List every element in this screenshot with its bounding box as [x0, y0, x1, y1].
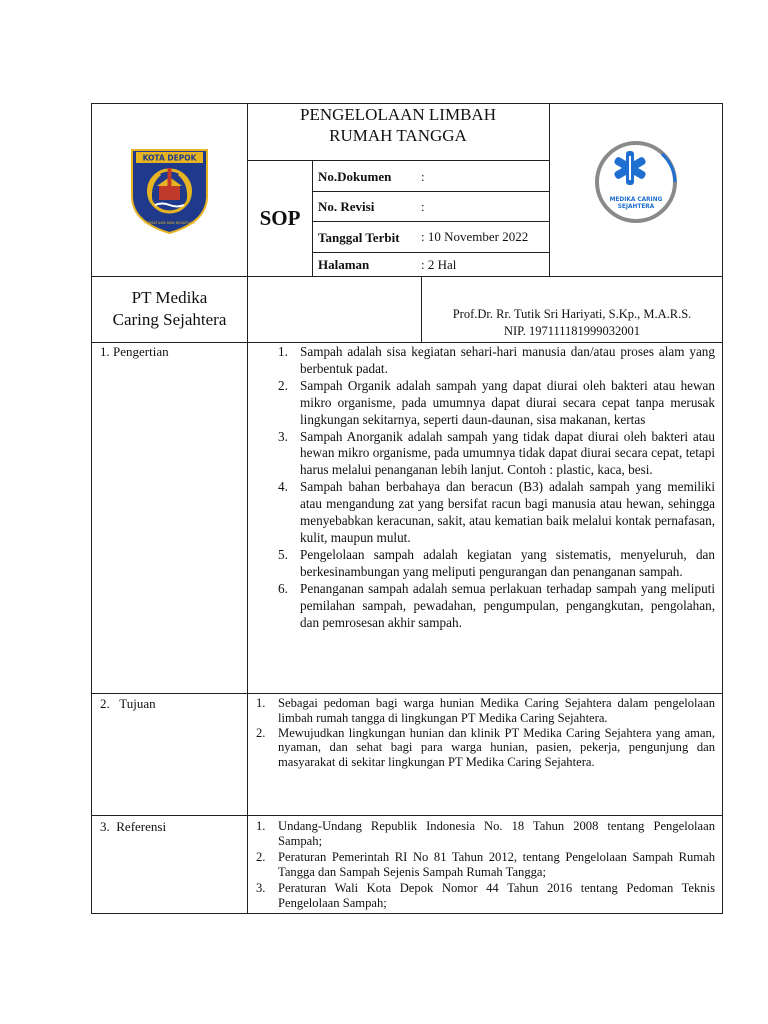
grid-line — [91, 342, 723, 343]
item-number: 2. — [256, 849, 266, 864]
kota-depok-logo — [126, 144, 213, 236]
company-line-1: PT Medika — [131, 288, 208, 307]
crest-emblem-building — [159, 186, 180, 200]
grid-line — [312, 221, 549, 222]
grid-line — [91, 276, 723, 277]
signatory-block — [422, 306, 722, 340]
list-item — [256, 849, 715, 881]
revision-value: : — [421, 199, 425, 214]
list-item — [278, 344, 715, 378]
item-number: 2. — [256, 725, 266, 740]
item-number: 3. — [256, 880, 266, 895]
grid-line — [312, 160, 313, 276]
pages-label: Halaman — [318, 257, 370, 272]
item-text: Undang-Undang Republik Indonesia No. 18 Tahun 2008 tentang Pengelolaan Sampah; — [278, 819, 715, 849]
doc-number-label: No.Dokumen — [318, 169, 392, 184]
tujuan-list — [256, 696, 715, 770]
list-item — [278, 377, 715, 429]
crest-top-text: KOTA DEPOK — [142, 153, 197, 163]
item-number: 6. — [278, 580, 288, 596]
item-text: Peraturan Wali Kota Depok Nomor 44 Tahun 2016 tentang Pedoman Teknis Pengelolaan Sampah; — [278, 880, 715, 911]
list-item — [256, 696, 715, 726]
doc-number-value: : — [421, 169, 425, 184]
pengertian-list — [278, 344, 715, 631]
revision-label: No. Revisi — [318, 199, 375, 214]
section-label-pengertian: 1. Pengertian — [100, 344, 169, 359]
item-number: 5. — [278, 546, 288, 562]
grid-line — [91, 815, 723, 816]
issue-date-label: Tanggal Terbit — [318, 230, 400, 245]
item-text: Mewujudkan lingkungan hunian dan klinik PT Medika Caring Sejahtera yang aman, nyaman, dan sehat bagi para warga hunian, pasien, pekerja, pengunjung dan masyarakat di sekitar lingkungan PT Medika Caring Sejahtera. — [278, 725, 715, 770]
star-of-life-icon — [613, 151, 646, 185]
grid-line — [549, 103, 550, 276]
list-item — [256, 819, 715, 850]
list-item — [278, 580, 715, 632]
company-name — [92, 287, 247, 331]
list-item — [278, 546, 715, 581]
item-text: Peraturan Pemerintah RI No 81 Tahun 2012, tentang Pengelolaan Sampah Rumah Tangga dan Sampah Sejenis Sampah Rumah Tangga; — [278, 849, 715, 880]
item-text: Sampah Anorganik adalah sampah yang tidak dapat diurai oleh bakteri atau hewan mikro organisme, pada umumnya tidak dapat diurai secara cepat, tetapi harus melalui penanganan lebih lanjut. Contoh : plastic, kaca, besi. — [300, 428, 715, 478]
section-label-tujuan: 2. Tujuan — [100, 696, 156, 711]
logo-text-line2: SEJAHTERA — [617, 204, 655, 210]
crest-bottom-text: PERSATUAN DAN KESATUAN — [144, 221, 195, 225]
item-text: Sampah Organik adalah sampah yang dapat diurai oleh bakteri atau hewan mikro organisme, pada umumnya dapat diurai secara cepat tanpa merusak lingkungan sekitarnya, seperti daun-daunan, sisa makanan, kertas — [300, 377, 715, 427]
referensi-list — [256, 819, 715, 911]
item-number: 4. — [278, 479, 288, 495]
title-line-2: RUMAH TANGGA — [329, 126, 467, 145]
list-item — [278, 428, 715, 480]
item-text: Sampah bahan berbahaya dan beracun (B3) adalah sampah yang memiliki atau mengandung zat yang bersifat racun bagi manusia atau hewan, sehingga menyebabkan keracunan, sakit, atau kematian baik melalui kontak pernafasan, kulit, maupun mulut. — [300, 479, 715, 545]
table-border-right — [722, 103, 723, 914]
item-number: 3. — [278, 428, 288, 444]
table-border-left — [91, 103, 92, 914]
table-border-bottom — [91, 913, 723, 914]
title-line-1: PENGELOLAAN LIMBAH — [300, 105, 496, 124]
issue-date-value: : 10 November 2022 — [421, 229, 529, 244]
grid-line — [312, 191, 549, 192]
crest-emblem-tower — [168, 168, 172, 188]
grid-line — [247, 160, 549, 161]
item-text: Sebagai pedoman bagi warga hunian Medika Caring Sejahtera dalam pengelolaan limbah rumah tangga di lingkungan PT Medika Caring Sejahtera. — [278, 696, 715, 725]
medika-caring-logo — [592, 138, 680, 226]
list-item — [256, 725, 715, 770]
item-text: Sampah adalah sisa kegiatan sehari-hari manusia dan/atau proses alam yang berbentuk padat. — [300, 344, 715, 376]
sop-label: SOP — [259, 206, 301, 230]
item-text: Penanganan sampah adalah semua perlakuan terhadap sampah yang meliputi pemilahan sampah, pewadahan, pengumpulan, pengangkutan, pengolahan, dan pemrosesan akhir sampah. — [300, 580, 715, 630]
logo-text-line1: MEDIKA CARING — [609, 197, 663, 203]
item-number: 2. — [278, 377, 288, 393]
item-text: Pengelolaan sampah adalah kegiatan yang sistematis, menyeluruh, dan berkesinambungan yang meliputi pengurangan dan penanganan sampah. — [300, 546, 715, 579]
list-item — [256, 880, 715, 912]
item-number: 1. — [278, 344, 288, 359]
section-label-referensi: 3. Referensi — [100, 819, 167, 834]
pages-value: : 2 Hal — [421, 257, 457, 272]
company-line-2: Caring Sejahtera — [112, 310, 227, 329]
signatory-nip: NIP. 197111181999032001 — [503, 324, 641, 338]
item-number: 1. — [256, 696, 266, 710]
item-number: 1. — [256, 819, 266, 833]
page-title — [248, 104, 548, 146]
signatory-name: Prof.Dr. Rr. Tutik Sri Hariyati, S.Kp., M.A.R.S. — [452, 307, 692, 321]
grid-line — [312, 252, 549, 253]
grid-line — [91, 693, 723, 694]
list-item — [278, 479, 715, 547]
